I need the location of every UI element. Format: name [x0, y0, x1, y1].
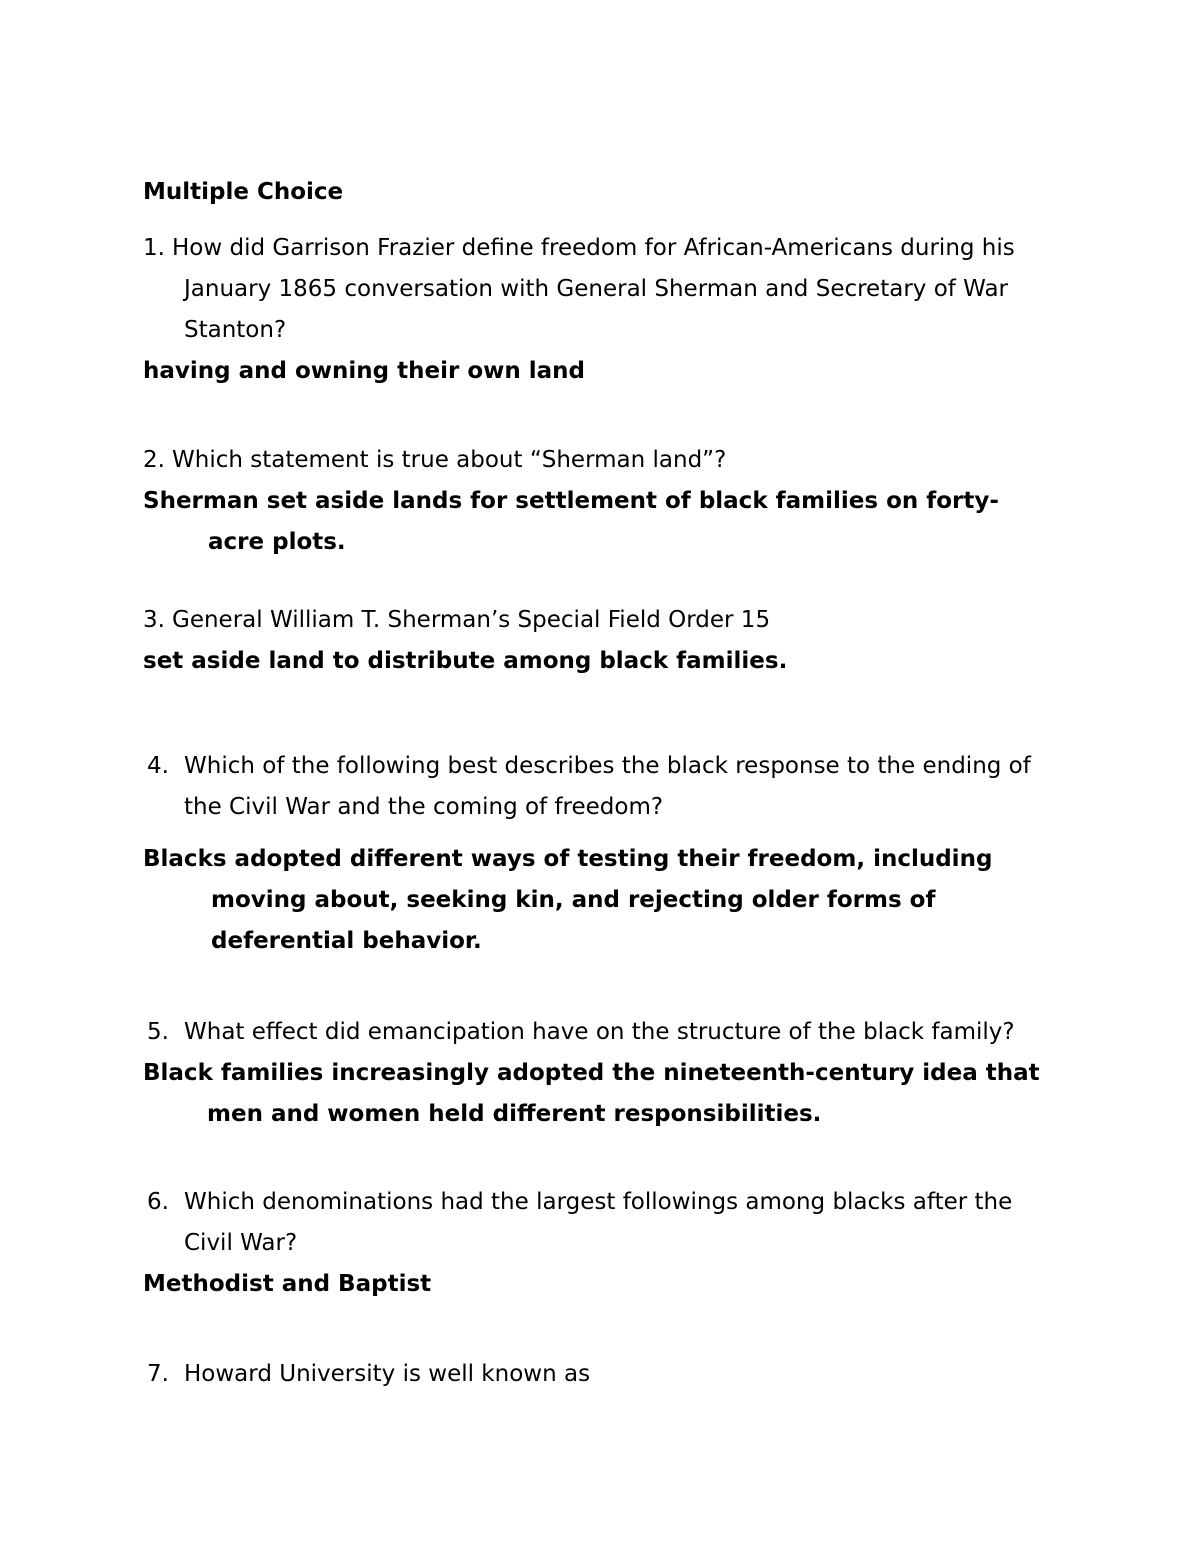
question-text: Which of the following best describes the black response to the ending of: [184, 753, 1031, 779]
question-text: General William T. Sherman’s Special Field Order 15: [172, 607, 771, 633]
question-text: Civil War?: [184, 1230, 298, 1256]
answer-text: men and women held different responsibilities.: [207, 1101, 822, 1127]
question-number: 5.: [147, 1019, 169, 1045]
answer-text: having and owning their own land: [143, 358, 586, 384]
question-text: Which statement is true about “Sherman land”?: [172, 447, 727, 473]
question-text: Howard University is well known as: [184, 1361, 591, 1387]
question-number: 1.: [143, 235, 165, 261]
question-number: 4.: [147, 753, 169, 779]
question-text: Stanton?: [184, 317, 287, 343]
question-text: January 1865 conversation with General Sherman and Secretary of War: [184, 276, 1009, 302]
question-number: 7.: [147, 1361, 169, 1387]
question-number: 2.: [143, 447, 165, 473]
question-text: How did Garrison Frazier define freedom for African-Americans during his: [172, 235, 1015, 261]
question-text: What effect did emancipation have on the structure of the black family?: [184, 1019, 1015, 1045]
question-text: the Civil War and the coming of freedom?: [184, 794, 664, 820]
question-text: Which denominations had the largest followings among blacks after the: [184, 1189, 1013, 1215]
question-number: 6.: [147, 1189, 169, 1215]
answer-text: moving about, seeking kin, and rejecting older forms of: [211, 887, 936, 913]
answer-text: Methodist and Baptist: [143, 1271, 432, 1297]
answer-text: Black families increasingly adopted the nineteenth-century idea that: [143, 1060, 1040, 1086]
answer-text: set aside land to distribute among black families.: [143, 648, 788, 674]
answer-text: Blacks adopted different ways of testing their freedom, including: [143, 846, 993, 872]
answer-text: acre plots.: [208, 529, 346, 555]
section-heading: Multiple Choice: [143, 179, 344, 205]
question-number: 3.: [143, 607, 165, 633]
answer-text: Sherman set aside lands for settlement of black families on forty-: [143, 488, 999, 514]
answer-text: deferential behavior.: [211, 928, 482, 954]
